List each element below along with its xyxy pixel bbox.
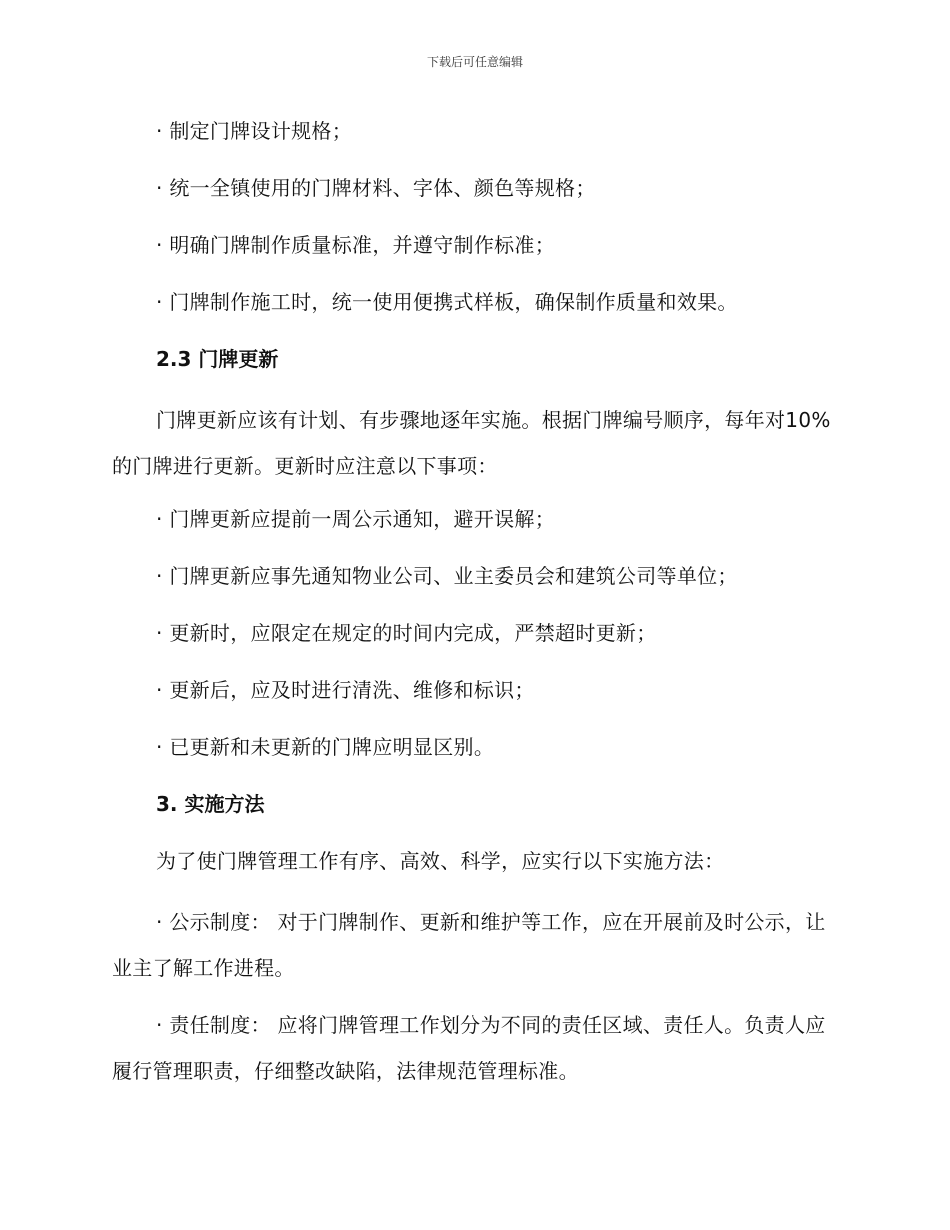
section-heading-3: 3. 实施方法	[156, 792, 265, 816]
paragraph-update-plan: 门牌更新应该有计划、有步骤地逐年实施。根据门牌编号顺序，每年对10%的门牌进行更新。更新时应注意以下事项：	[112, 408, 831, 478]
page-header: 下载后可任意编辑	[426, 55, 523, 69]
bullet-time-limit: · 更新时，应限定在规定的时间内完成，严禁超时更新；	[156, 621, 657, 645]
document-body	[112, 112, 832, 1105]
bullet-responsibility-system: · 责任制度： 应将门牌管理工作划分为不同的责任区域、责任人。负责人应履行管理职责，仔细整改缺陷，法律规范管理标准。	[112, 1013, 826, 1083]
bullet-quality-standard: · 明确门牌制作质量标准，并遵守制作标准；	[156, 233, 556, 257]
paragraph-methods-intro: 为了使门牌管理工作有序、高效、科学，应实行以下实施方法：	[156, 849, 725, 873]
bullet-design-spec: · 制定门牌设计规格；	[156, 119, 353, 143]
section-heading-2-3: 2.3 门牌更新	[156, 347, 279, 371]
bullet-template-usage: · 门牌制作施工时，统一使用便携式样板，确保制作质量和效果。	[156, 290, 738, 314]
bullet-after-update: · 更新后，应及时进行清洗、维修和标识；	[156, 678, 535, 702]
bullet-notify-units: · 门牌更新应事先通知物业公司、业主委员会和建筑公司等单位；	[156, 564, 738, 588]
bullet-advance-notice: · 门牌更新应提前一周公示通知，避开误解；	[156, 507, 556, 531]
bullet-unified-spec: · 统一全镇使用的门牌材料、字体、颜色等规格；	[156, 176, 596, 200]
bullet-public-notice-system: · 公示制度： 对于门牌制作、更新和维护等工作，应在开展前及时公示，让业主了解工作进程。	[112, 910, 826, 980]
bullet-distinguish: · 已更新和未更新的门牌应明显区别。	[156, 735, 495, 759]
